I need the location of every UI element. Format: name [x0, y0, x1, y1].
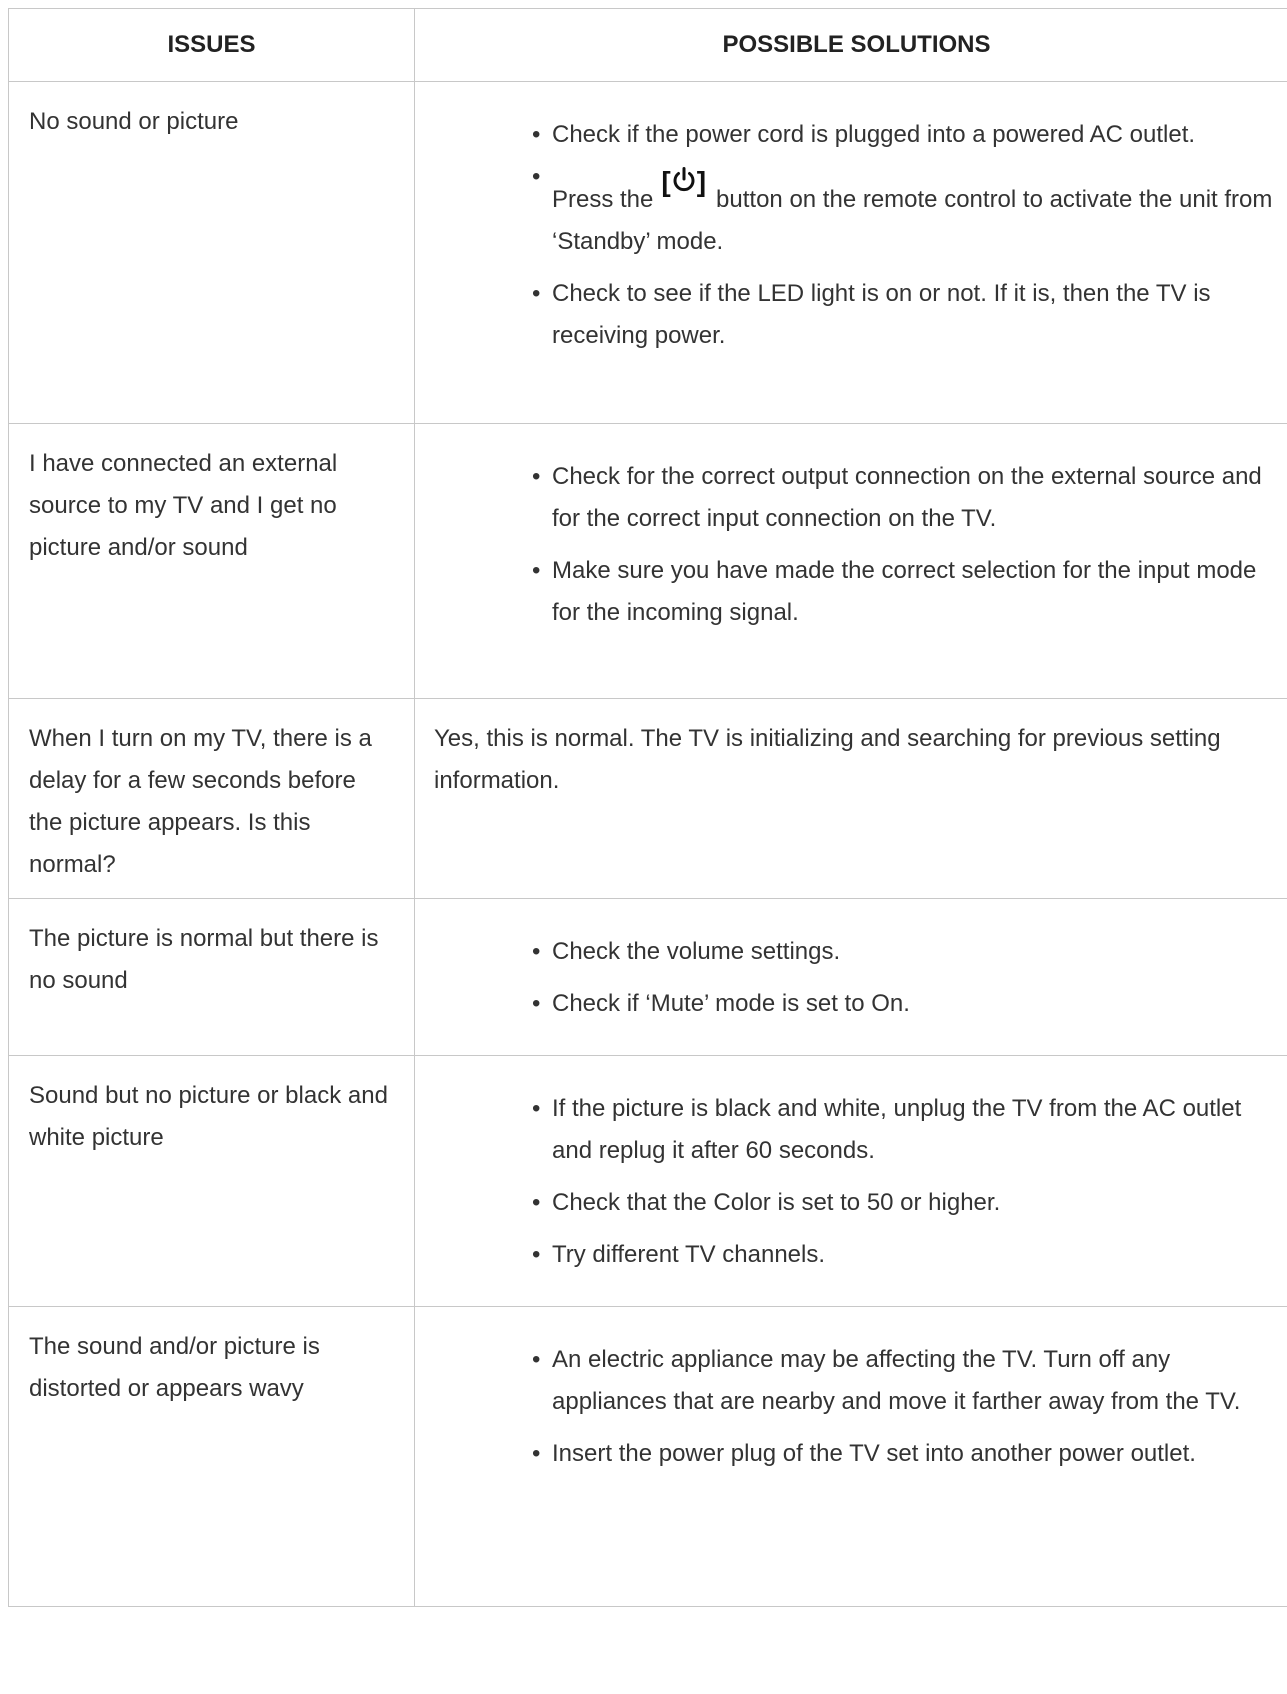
solution-item	[415, 1088, 1278, 1172]
solution-text: Insert the power plug of the TV set into another power outlet.	[552, 1440, 1196, 1467]
troubleshooting-table-wrapper	[8, 8, 1287, 1607]
table-row	[9, 82, 1287, 424]
table-row	[9, 699, 1287, 899]
issue-cell: Sound but no picture or black and white picture	[9, 1056, 415, 1307]
header-possible-solutions: POSSIBLE SOLUTIONS	[415, 9, 1287, 82]
solution-item	[415, 983, 1278, 1025]
troubleshooting-table	[8, 8, 1287, 1607]
solution-text: Try different TV channels.	[552, 1241, 826, 1268]
solution-item	[415, 114, 1278, 156]
solution-plain-cell: Yes, this is normal. The TV is initializing and searching for previous setting information.	[415, 699, 1287, 899]
solution-text: Check to see if the LED light is on or not. If it is, then the TV is receiving power.	[552, 280, 1211, 349]
solutions-list	[415, 82, 1287, 387]
bullet: •	[532, 557, 541, 584]
power-icon	[671, 166, 697, 194]
issue-cell: No sound or picture	[9, 82, 415, 424]
solutions-list	[415, 899, 1287, 1055]
solution-text: Make sure you have made the correct selection for the input mode for the incoming signal.	[552, 557, 1257, 626]
table-row	[9, 899, 1287, 1056]
solution-item	[415, 1339, 1278, 1423]
solution-item	[415, 1182, 1278, 1224]
solution-item	[415, 550, 1278, 634]
bullet: •	[532, 990, 541, 1017]
solutions-cell	[415, 1307, 1287, 1607]
solution-item	[415, 1234, 1278, 1276]
issue-cell: The sound and/or picture is distorted or appears wavy	[9, 1307, 415, 1607]
solution-text-after: button on the remote control to activate the unit from ‘Standby’ mode.	[552, 186, 1273, 255]
bullet: •	[532, 280, 541, 307]
solution-text: Check if the power cord is plugged into a powered AC outlet.	[552, 121, 1196, 148]
solutions-cell	[415, 82, 1287, 424]
table-row	[9, 424, 1287, 699]
solution-text: If the picture is black and white, unplug the TV from the AC outlet and replug it after 60 seconds.	[552, 1095, 1242, 1164]
solutions-list	[415, 424, 1287, 664]
table-header-row	[9, 9, 1287, 82]
issue-cell: When I turn on my TV, there is a delay for a few seconds before the picture appears. Is this normal?	[9, 699, 415, 899]
solutions-list	[415, 1056, 1287, 1306]
solution-text: Check the volume settings.	[552, 938, 841, 965]
bullet: •	[532, 121, 541, 148]
solutions-cell	[415, 899, 1287, 1056]
solution-item	[415, 456, 1278, 540]
bullet: •	[532, 1095, 541, 1122]
power-button-symbol: [ ]	[661, 166, 707, 197]
solution-text: Check that the Color is set to 50 or higher.	[552, 1189, 1001, 1216]
issue-cell: I have connected an external source to my TV and I get no picture and/or sound	[9, 424, 415, 699]
bullet: •	[532, 1241, 541, 1268]
bullet: •	[532, 463, 541, 490]
solution-text: Check if ‘Mute’ mode is set to On.	[552, 990, 910, 1017]
solutions-cell	[415, 424, 1287, 699]
issue-cell: The picture is normal but there is no sound	[9, 899, 415, 1056]
solution-text: Check for the correct output connection on the external source and for the correct input connection on the TV.	[552, 463, 1262, 532]
solution-item	[415, 273, 1278, 357]
bullet: •	[532, 163, 541, 190]
solution-text-before: Press the	[552, 186, 654, 213]
solution-text: An electric appliance may be affecting the TV. Turn off any appliances that are nearby and move it farther away from the TV.	[552, 1346, 1241, 1415]
table-row	[9, 1056, 1287, 1307]
bullet: •	[532, 1440, 541, 1467]
bullet: •	[532, 1189, 541, 1216]
bullet: •	[532, 1346, 541, 1373]
bullet: •	[532, 938, 541, 965]
solution-item	[415, 931, 1278, 973]
solution-item	[415, 1433, 1278, 1475]
solution-item	[415, 163, 1278, 263]
solutions-cell	[415, 1056, 1287, 1307]
table-row	[9, 1307, 1287, 1607]
header-issues: ISSUES	[9, 9, 415, 82]
solutions-list	[415, 1307, 1287, 1505]
